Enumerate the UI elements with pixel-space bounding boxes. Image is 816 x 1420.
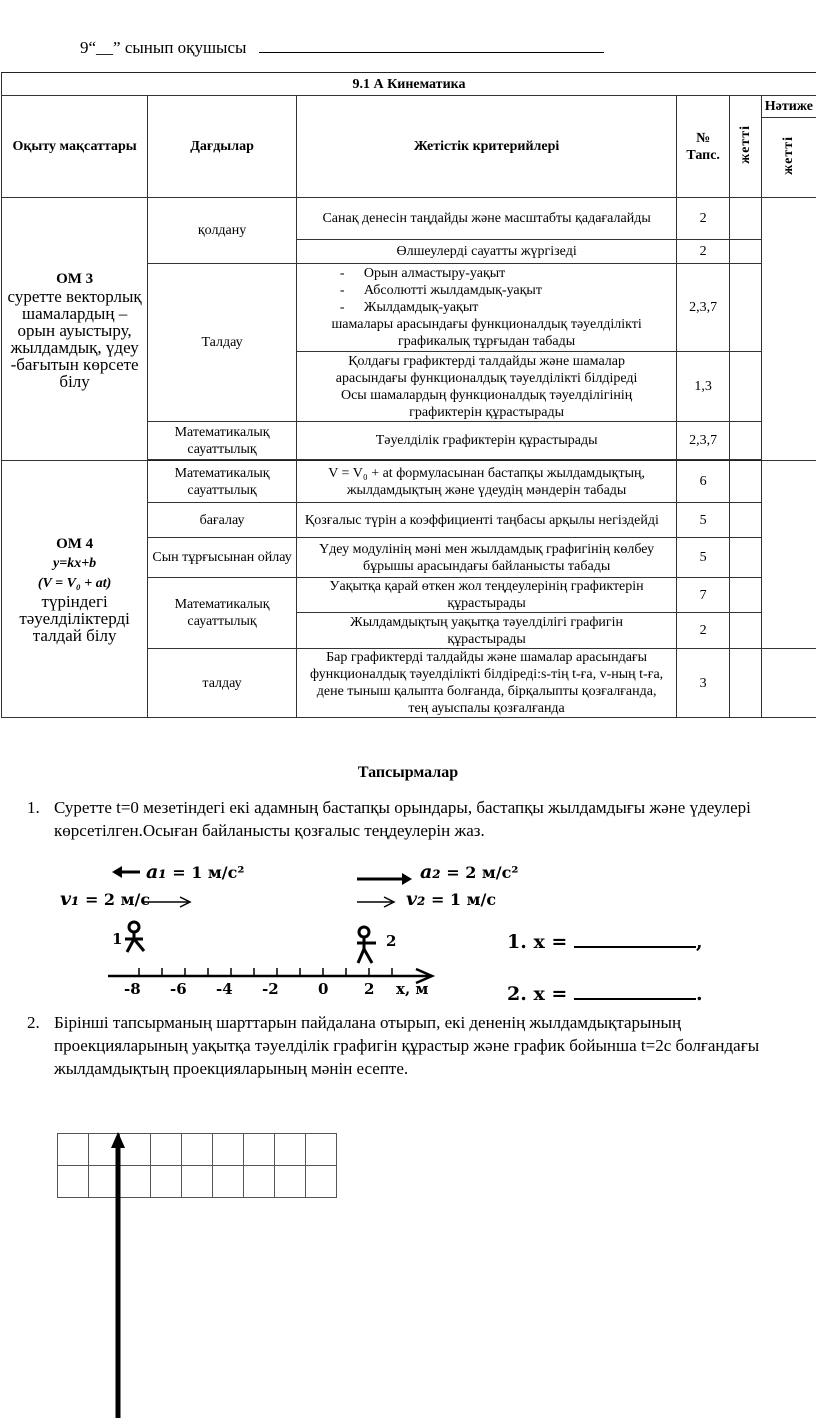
student-label: сынып оқушысы xyxy=(125,38,247,57)
skill-cell: Математикалық сауаттылық xyxy=(148,461,297,503)
answer-2-field[interactable] xyxy=(574,982,696,1000)
graph-grid[interactable] xyxy=(57,1133,337,1198)
task-no-cell: 1,3 xyxy=(677,352,730,422)
criterion-cell: V = V₀ + at формуласынан бастапқы жылдамдықтың, жылдамдықтың және үдеудің мәндерін табады xyxy=(296,461,676,503)
answer-1-field[interactable] xyxy=(574,930,696,948)
achieved-cell[interactable] xyxy=(729,578,761,613)
header-objectives: Оқыту мақсаттары xyxy=(2,96,148,198)
a1-label: a₁ = 1 м/с² xyxy=(146,861,244,883)
skill-cell: Сын тұрғысынан ойлау xyxy=(148,538,297,578)
person-2-label: 2 xyxy=(386,932,396,950)
axis-tick: -8 xyxy=(124,980,141,998)
header-criteria: Жетістік критерийлері xyxy=(296,96,676,198)
skill-cell: Математикалық сауаттылық xyxy=(148,422,297,460)
achieved-cell[interactable] xyxy=(729,649,761,718)
criterion-cell: Тәуелділік графиктерін құрастырады xyxy=(296,422,676,460)
criterion-cell: Санақ денесін таңдайды және масштабты қадағалайды xyxy=(296,198,676,240)
skill-cell: бағалау xyxy=(148,503,297,538)
criterion-cell: Бар графиктерді талдайды және шамалар арасындағы функционалдық тәуелділікті білдіреді:s-тің t-ға, v-ның t-ға, дене тыныш қалыпта болғанда, бірқалыпты қозғалғанда, тең ауыспалы қозғалғанда xyxy=(296,649,676,718)
task-no-cell: 5 xyxy=(677,538,730,578)
header-task-no: № Тапс. xyxy=(677,96,730,198)
criterion-cell: Үдеу модулінің мәні мен жылдамдық графигінің көлбеу бұрышы арасындағы байланысты табады xyxy=(296,538,676,578)
student-name-field[interactable] xyxy=(259,38,604,53)
achieved-cell[interactable] xyxy=(729,613,761,649)
achieved-cell[interactable] xyxy=(729,461,761,503)
achieved-cell[interactable] xyxy=(729,198,761,240)
skill-cell: Математикалық сауаттылық xyxy=(148,578,297,649)
task-no-cell: 2 xyxy=(677,613,730,649)
objective-om3: ОМ 3 суретте векторлық шамалардың – орын ауыстыру, жылдамдық, үдеу -бағытын көрсете білу xyxy=(2,198,148,461)
v1-label: v₁ = 2 м/с xyxy=(60,888,150,910)
task-no-cell: 2,3,7 xyxy=(677,264,730,352)
class-number: 9“__” xyxy=(80,38,121,57)
result-cell[interactable] xyxy=(761,198,816,461)
task-no-cell: 2,3,7 xyxy=(677,422,730,460)
axis-tick: 0 xyxy=(318,980,328,998)
criteria-table xyxy=(1,72,816,718)
criterion-cell: Қозғалыс түрін а коэффициенті таңбасы арқылы негіздейді xyxy=(296,503,676,538)
answer-2: 2. x = . xyxy=(507,982,703,1005)
table-title: 9.1 А Кинематика xyxy=(2,73,816,96)
person-2-icon xyxy=(357,927,376,963)
header-achieved: жетті xyxy=(729,96,761,198)
criterion-cell: Өлшеулерді сауатты жүргізеді xyxy=(296,240,676,264)
axis-tick: 2 xyxy=(364,980,374,998)
result-cell[interactable] xyxy=(761,649,816,718)
task-no-cell: 2 xyxy=(677,240,730,264)
axis-tick: -2 xyxy=(262,980,279,998)
criterion-cell: Қолдағы графиктерді талдайды және шамалар арасындағы функционалдық тәуелділікті білдіреді Осы шамалардың функционалдық тәуелділігінің графиктерін құрастырады xyxy=(296,352,676,422)
skill-cell: Талдау xyxy=(148,264,297,422)
result-cell[interactable] xyxy=(761,461,816,649)
criterion-cell: - Орын алмастыру-уақыт - Абсолютті жылдамдық-уақыт - Жылдамдық-уақыт шамалары арасындағы функционалдық тәуелділікті графикалық тұрғыдан табады xyxy=(296,264,676,352)
criterion-cell: Уақытқа қарай өткен жол теңдеулерінің графиктерін құрастырады xyxy=(296,578,676,613)
header-result-achieved: жетті xyxy=(761,118,816,198)
y-axis-arrow-icon xyxy=(104,1130,134,1420)
a2-label: a₂ = 2 м/с² xyxy=(420,861,518,883)
objective-om4: ОМ 4 y=kx+b (V = V₀ + at) түріндегі тәуелділіктерді талдай білу xyxy=(2,461,148,718)
header-result: Нәтиже xyxy=(761,96,816,118)
v2-label: v₂ = 1 м/с xyxy=(406,888,496,910)
achieved-cell[interactable] xyxy=(729,352,761,422)
task-no-cell: 5 xyxy=(677,503,730,538)
achieved-cell[interactable] xyxy=(729,538,761,578)
table-row xyxy=(2,461,816,503)
header-skills: Дағдылар xyxy=(148,96,297,198)
criterion-cell: Жылдамдықтың уақытқа тәуелділігі графигін құрастырады xyxy=(296,613,676,649)
student-header xyxy=(80,38,604,58)
achieved-cell[interactable] xyxy=(729,503,761,538)
table-row xyxy=(2,198,816,240)
skill-cell: талдау xyxy=(148,649,297,718)
person-1-icon xyxy=(125,922,144,952)
achieved-cell[interactable] xyxy=(729,240,761,264)
axis-tick: -6 xyxy=(170,980,187,998)
task-no-cell: 3 xyxy=(677,649,730,718)
achieved-cell[interactable] xyxy=(729,264,761,352)
task-no-cell: 6 xyxy=(677,461,730,503)
axis-label: x, м xyxy=(396,980,428,998)
tasks-title: Тапсырмалар xyxy=(0,764,816,782)
task-no-cell: 7 xyxy=(677,578,730,613)
person-1-label: 1 xyxy=(112,930,122,948)
axis-tick: -4 xyxy=(216,980,233,998)
achieved-cell[interactable] xyxy=(729,422,761,460)
skill-cell: қолдану xyxy=(148,198,297,264)
answer-1: 1. x = , xyxy=(507,930,703,953)
task-1: 1. Суретте t=0 мезетіндегі екі адамның бастапқы орындары, бастапқы жылдамдығы және үдеулері көрсетілген.Осыған байланысты қозғалыс теңдеулерін жаз. xyxy=(27,796,787,842)
task-2: 2. Бірінші тапсырманың шарттарын пайдалана отырып, екі дененің жылдамдықтарының проекцияларының уақытқа тәуелділік графигін құрастыр және график бойынша t=2с болғандағы жылдамдықтың проекцияларының мәнін есепте. xyxy=(27,1011,787,1080)
task-no-cell: 2 xyxy=(677,198,730,240)
